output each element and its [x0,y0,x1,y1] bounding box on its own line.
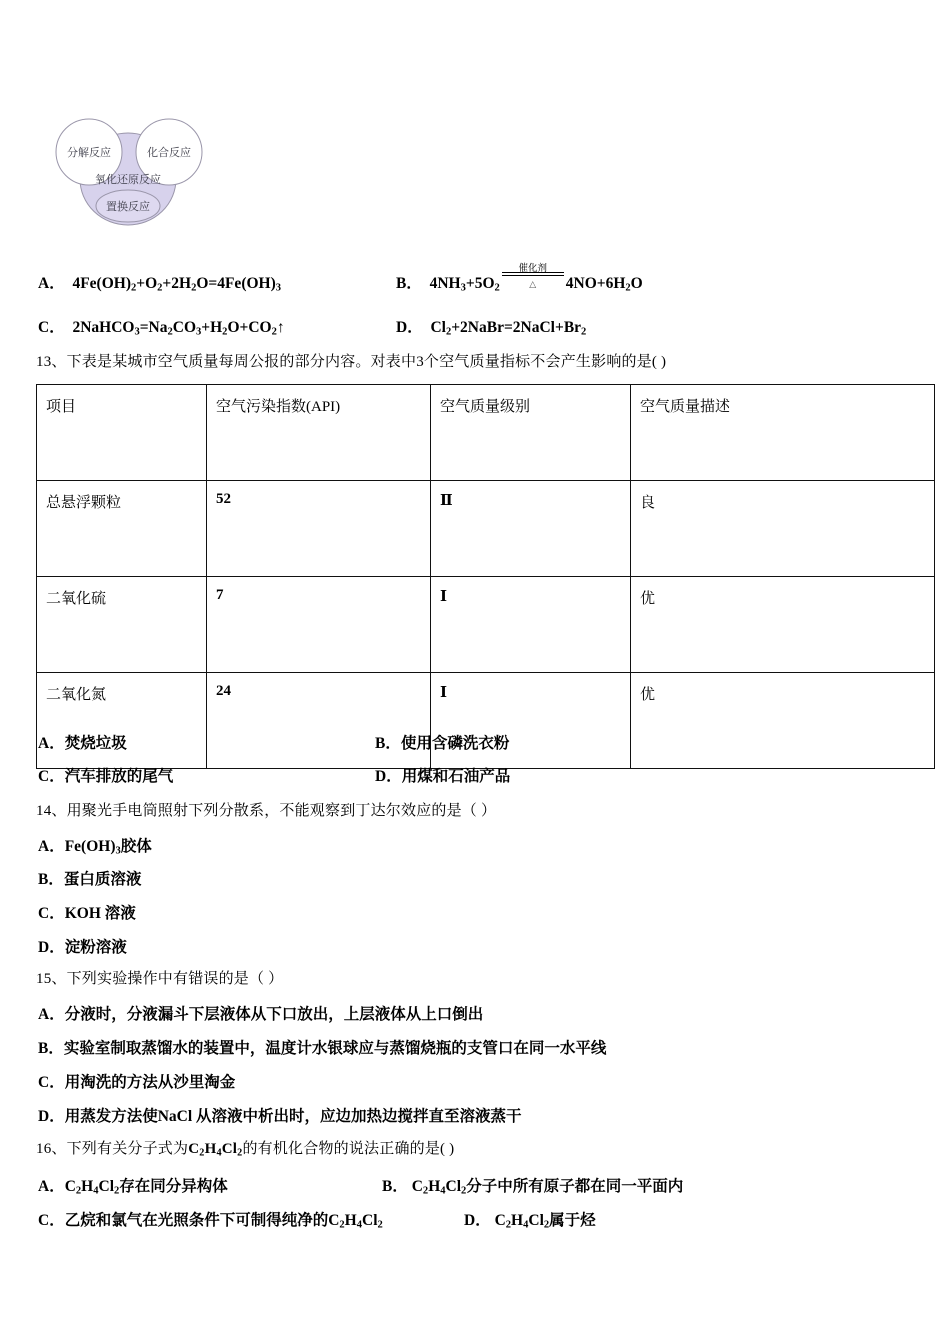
q14-stem: 用聚光手电筒照射下列分散系，不能观察到丁达尔效应的是（ ） [66,803,497,819]
q13-option-a[interactable] [38,731,127,753]
q14-option-a[interactable] [38,834,152,857]
venn-label-displacement: 置换反应 [106,201,150,213]
q15-option-a[interactable] [38,1002,483,1024]
q16-option-b-text: $C_2H_4Cl_2$分子中所有原子都在同一平面内 [407,1178,684,1197]
q14-option-d-label: D． [38,939,65,956]
q16-option-c[interactable] [38,1208,383,1231]
q15-option-c-label: C． [38,1074,65,1091]
table-header-api: 空气污染指数(API) [207,385,431,481]
q16-option-b-label: B． [382,1178,408,1195]
q15-stem-line [36,968,283,991]
q15-option-b[interactable] [38,1036,606,1058]
q15-option-d-text: 用蒸发方法使NaCl 从溶液中析出时，应边加热边搅拌直至溶液蒸干 [64,1108,522,1125]
q15-option-b-label: B． [38,1040,64,1057]
q14-stem-line [36,800,496,823]
q13-option-d[interactable] [375,764,510,786]
q12-option-c-label: C． [38,319,65,336]
q13-option-b-text: 使用含磷洗衣粉 [400,735,510,752]
q12-option-a-equation: $4Fe(OH)_2+O_2+2H_2O=4Fe(OH)_3$ [68,275,282,294]
q13-option-d-label: D． [375,768,402,785]
q12-option-d-label: D． [396,319,423,336]
heat-symbol: △ [529,278,537,289]
q12-option-a[interactable] [38,271,281,294]
catalyst-reaction-arrow [502,263,564,293]
q13-option-c-label: C． [38,768,65,785]
reaction-type-venn-diagram [38,107,218,232]
venn-label-combination: 化合反应 [147,147,191,159]
q13-stem-line [36,351,666,374]
q13-number: 13、 [36,354,67,370]
air-quality-table [36,384,935,769]
arrow-bar [502,272,564,276]
q16-stem: 下列有关分子式为$C_2H_4Cl_2$的有机化合物的说法正确的是( ) [66,1141,455,1159]
q13-stem: 下表是某城市空气质量每周公报的部分内容。对表中3个空气质量指标不会产生影响的是( ) [66,354,667,370]
table-row [37,481,935,577]
q16-option-b[interactable] [382,1174,683,1197]
q14-option-c-label: C． [38,905,65,922]
table-cell-grade: Ⅰ [431,673,631,769]
table-cell-api: 24 [207,673,431,769]
q14-option-b-label: B． [38,871,64,888]
q16-option-a-text: $C_2H_4Cl_2$存在同分异构体 [64,1178,228,1197]
table-cell-item: 二氧化氮 [37,673,207,769]
venn-label-decomposition: 分解反应 [67,147,111,159]
table-cell-api: 7 [207,577,431,673]
q16-stem-line [36,1138,454,1161]
q16-option-d-label: D． [464,1212,491,1229]
q13-option-c[interactable] [38,764,173,786]
q13-option-c-text: 汽车排放的尾气 [64,768,174,785]
q16-option-c-text: 乙烷和氯气在光照条件下可制得纯净的$C_2H_4Cl_2$ [64,1212,383,1231]
table-cell-api: 52 [207,481,431,577]
q16-option-d-text: $C_2H_4Cl_2$属于烃 [490,1212,596,1231]
venn-svg [38,107,218,232]
q14-option-a-label: A． [38,838,65,855]
q15-option-a-label: A． [38,1006,65,1023]
q16-option-c-label: C． [38,1212,65,1229]
q12-option-b[interactable] [396,263,643,294]
q12-option-d-equation: $Cl_2+2NaBr=2NaCl+Br_2$ [426,319,587,338]
q14-option-b[interactable] [38,867,141,889]
table-header-row [37,385,935,481]
q15-option-d[interactable] [38,1104,522,1126]
q16-option-a[interactable] [38,1174,228,1197]
q15-stem: 下列实验操作中有错误的是（ ） [66,971,284,987]
q15-option-b-text: 实验室制取蒸馏水的装置中，温度计水银球应与蒸馏烧瓶的支管口在同一水平线 [63,1040,607,1057]
table-cell-item: 二氧化硫 [37,577,207,673]
q13-option-b-label: B． [375,735,401,752]
q15-option-c[interactable] [38,1070,235,1092]
table-header-description: 空气质量描述 [631,385,935,481]
q13-option-d-text: 用煤和石油产品 [401,768,511,785]
q13-option-a-label: A． [38,735,65,752]
q12-option-c-equation: $2NaHCO_3=Na_2CO_3+H_2O+CO_2↑$ [68,319,285,338]
q12-option-c[interactable] [38,315,285,338]
q14-option-d-text: 淀粉溶液 [64,939,127,956]
q13-option-b[interactable] [375,731,509,753]
table-header-item: 项目 [37,385,207,481]
q14-option-c-text: KOH 溶液 [64,905,136,922]
q12-option-b-label: B． [396,275,422,292]
table-header-grade: 空气质量级别 [431,385,631,481]
table-cell-item: 总悬浮颗粒 [37,481,207,577]
table-cell-description: 良 [631,481,935,577]
q12-option-b-equation: $4NH_3+5O_2$ 催化剂 △ $4NO+6H_2O$ [426,275,643,292]
q14-option-a-text: $Fe(OH)_3$胶体 [64,838,152,857]
venn-label-redox: 氧化还原反应 [95,174,161,186]
q14-number: 14、 [36,803,67,819]
q15-option-c-text: 用淘洗的方法从沙里淘金 [64,1074,236,1091]
table-cell-description: 优 [631,577,935,673]
table-row [37,673,935,769]
q15-number: 15、 [36,971,67,987]
q16-option-d[interactable] [464,1208,596,1231]
q16-option-a-label: A． [38,1178,65,1195]
table-cell-grade: Ⅱ [431,481,631,577]
table-row [37,577,935,673]
catalyst-label: 催化剂 [518,263,548,274]
q12-option-a-label: A． [38,275,65,292]
q14-option-d[interactable] [38,935,127,957]
table-cell-description: 优 [631,673,935,769]
q15-option-a-text: 分液时，分液漏斗下层液体从下口放出，上层液体从上口倒出 [64,1006,484,1023]
q15-option-d-label: D． [38,1108,65,1125]
q14-option-c[interactable] [38,901,136,923]
q13-option-a-text: 焚烧垃圾 [64,735,127,752]
q14-option-b-text: 蛋白质溶液 [63,871,142,888]
table-cell-grade: Ⅰ [431,577,631,673]
q16-number: 16、 [36,1141,67,1157]
q12-option-d[interactable] [396,315,586,338]
